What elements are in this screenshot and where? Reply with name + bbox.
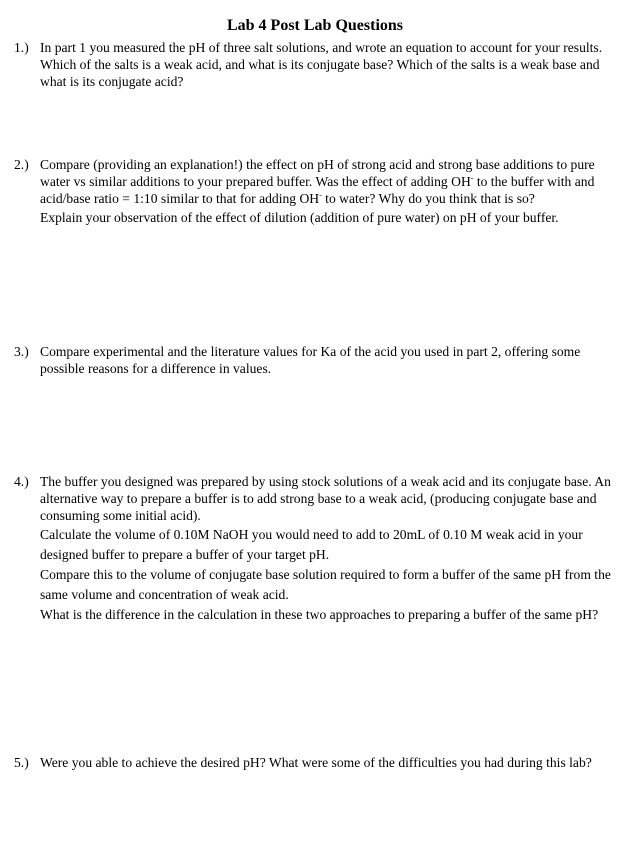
question-number: 5.): [14, 755, 29, 770]
question-text: In part 1 you measured the pH of three salt solutions, and wrote an equation to account for your results. Which of the salts is a weak acid, and what is its conjugate base? Which of the salts is a weak base and what is its conjugate acid?: [40, 40, 603, 90]
question-body: [40, 343, 618, 377]
question-2: [14, 156, 618, 227]
question-body: [40, 39, 618, 91]
superscript-minus: -: [470, 173, 474, 183]
question-number: 4.): [14, 474, 29, 489]
question-text: [40, 156, 618, 208]
question-text: Calculate the volume of 0.10M NaOH you would need to add to 20mL of 0.10 M weak acid in your designed buffer to prepare a buffer of your target pH.: [40, 526, 583, 562]
question-5: [14, 754, 618, 771]
superscript-minus: -: [319, 190, 322, 200]
question-number: 1.): [14, 40, 29, 55]
question-text: The buffer you designed was prepared by using stock solutions of a weak acid and its conjugate base. An alternative way to prepare a buffer is to add strong base to a weak acid, (producing conjugate base and consuming some initial acid).: [40, 474, 611, 524]
question-body: [40, 473, 618, 625]
question-number: 3.): [14, 344, 29, 359]
question-text: Compare experimental and the literature values for Ka of the acid you used in part 2, offering some possible reasons for a difference in values.: [40, 344, 581, 377]
page-title: Lab 4 Post Lab Questions: [226, 17, 404, 34]
question-number: 2.): [14, 157, 29, 172]
question-3: [14, 343, 618, 377]
question-text: What is the difference in the calculation in these two approaches to preparing a buffer of the same pH?: [40, 606, 599, 622]
question-text-part: Compare (providing an explanation!) the effect on pH of strong acid and strong base additions to pure water vs similar additions to your prepared buffer. Was the effect of adding OH: [40, 157, 595, 190]
question-text-part: to water? Why do you think that is so?: [321, 191, 535, 207]
question-1: [14, 39, 618, 91]
question-4: [14, 473, 618, 625]
question-text-part: to the buffer with and acid/base ratio = 1:10 similar to that for adding OH: [40, 174, 595, 207]
question-body: [40, 156, 618, 227]
question-text: Explain your observation of the effect of dilution (addition of pure water) on pH of your buffer.: [40, 209, 559, 225]
question-body: [40, 754, 618, 771]
question-text: Compare this to the volume of conjugate base solution required to form a buffer of the same pH from the same volume and concentration of weak acid.: [40, 566, 611, 602]
question-text: Were you able to achieve the desired pH? What were some of the difficulties you had during this lab?: [40, 755, 592, 770]
